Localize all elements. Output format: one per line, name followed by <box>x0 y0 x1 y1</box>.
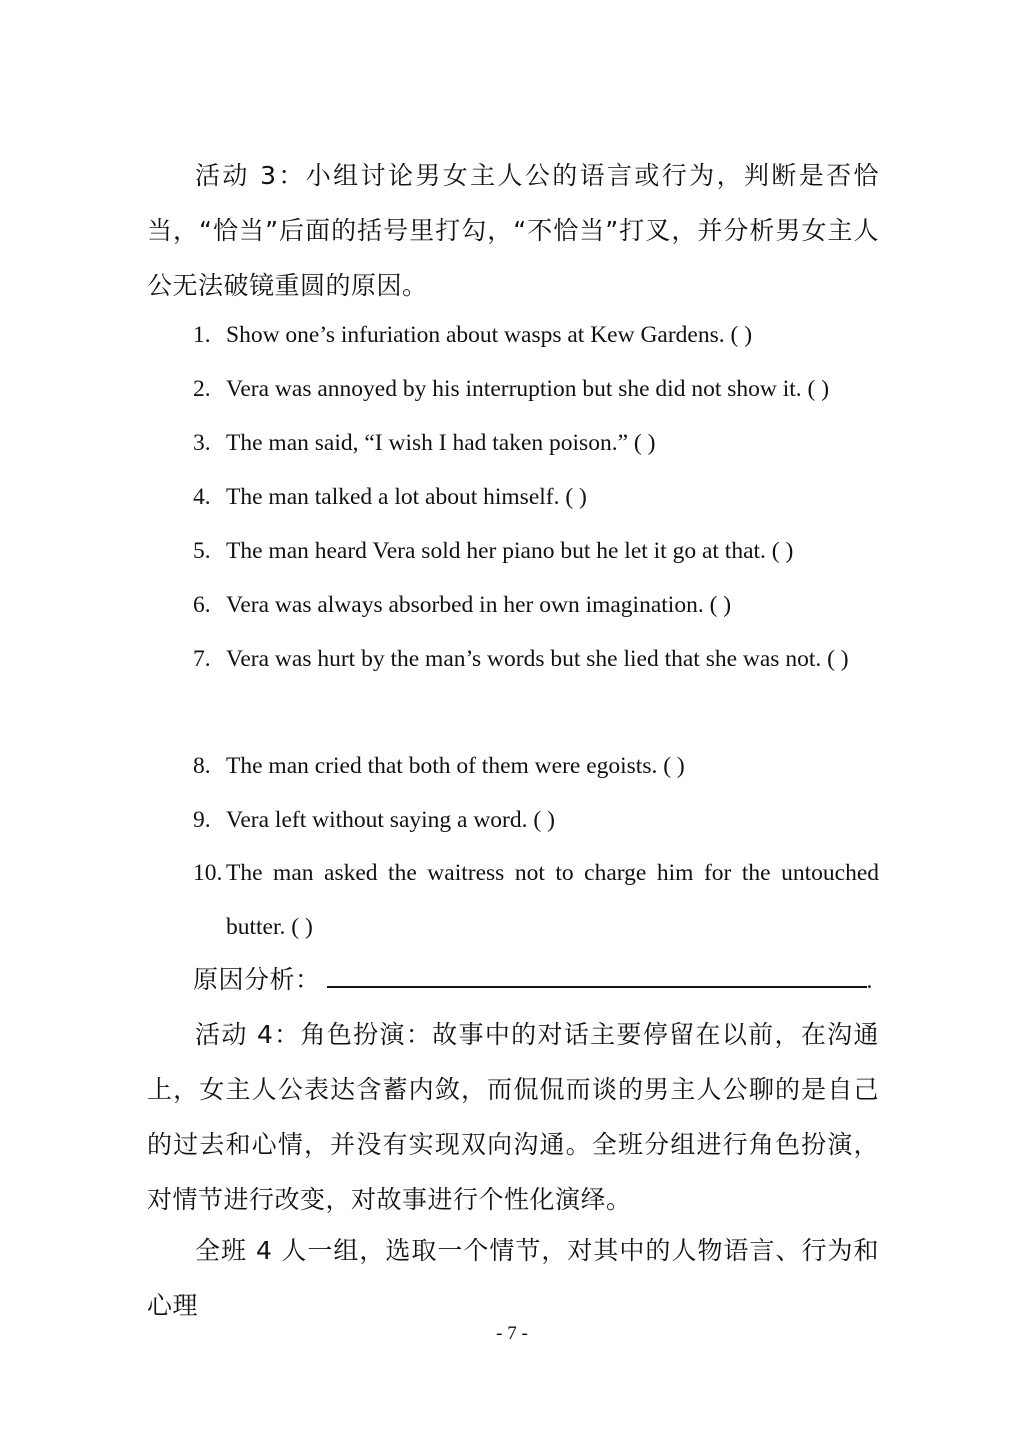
item-text: The man cried that both of them were egoists. ( ) <box>226 753 685 779</box>
activity-3-paragraph: 活动 3：小组讨论男女主人公的语言或行为，判断是否恰当，“恰当”后面的括号里打勾，“不恰当”打叉，并分析男女主人公无法破镜重圆的原因。 <box>147 161 879 300</box>
list-item <box>193 416 879 470</box>
list-item <box>193 793 879 847</box>
item-number: 9. <box>193 807 211 833</box>
item-number: 3. <box>193 430 211 456</box>
activity-4-paragraph: 活动 4：角色扮演：故事中的对话主要停留在以前，在沟通上，女主人公表达含蓄内敛，而侃侃而谈的男主人公聊的是自己的过去和心情，并没有实现双向沟通。全班分组进行角色扮演，对情节进行改变，对故事进行个性化演绎。 <box>147 1020 879 1214</box>
item-number: 7. <box>193 646 211 672</box>
list-item <box>193 632 879 686</box>
item-text: The man heard Vera sold her piano but he let it go at that. ( ) <box>226 538 794 564</box>
page-number: - 7 - <box>496 1323 528 1344</box>
item-text: Vera was always absorbed in her own imagination. ( ) <box>226 592 732 618</box>
list-item <box>193 362 879 416</box>
reason-analysis-line <box>193 953 873 1008</box>
list-item <box>193 739 879 793</box>
item-text: The man said, “I wish I had taken poison.” ( ) <box>226 430 656 456</box>
answer-end-period: . <box>866 968 873 994</box>
item-number: 5. <box>193 538 211 564</box>
item-text: Show one’s infuriation about wasps at Kew Gardens. ( ) <box>226 322 753 348</box>
item-text: The man talked a lot about himself. ( ) <box>226 484 587 510</box>
item-text: Vera was hurt by the man’s words but she lied that she was not. ( ) <box>226 646 849 672</box>
item-number: 1. <box>193 322 211 348</box>
group-task-paragraph: 全班 4 人一组，选取一个情节，对其中的人物语言、行为和心理 <box>147 1236 879 1320</box>
item-number: 4. <box>193 484 211 510</box>
reason-analysis-label: 原因分析： <box>193 965 321 994</box>
item-number: 2. <box>193 376 211 402</box>
list-item <box>193 578 879 632</box>
answer-blank[interactable] <box>327 966 867 988</box>
item-number: 8. <box>193 753 211 779</box>
item-number: 10. <box>193 860 223 886</box>
item-text: Vera was annoyed by his interruption but she did not show it. ( ) <box>226 376 830 402</box>
item-text: The man asked the waitress not to charge him for the untouched butter. ( ) <box>226 860 879 940</box>
item-text: Vera left without saying a word. ( ) <box>226 807 555 833</box>
list-item <box>193 524 879 578</box>
list-item <box>193 470 879 524</box>
item-number: 6. <box>193 592 211 618</box>
list-item <box>193 846 879 954</box>
list-item <box>193 308 879 362</box>
